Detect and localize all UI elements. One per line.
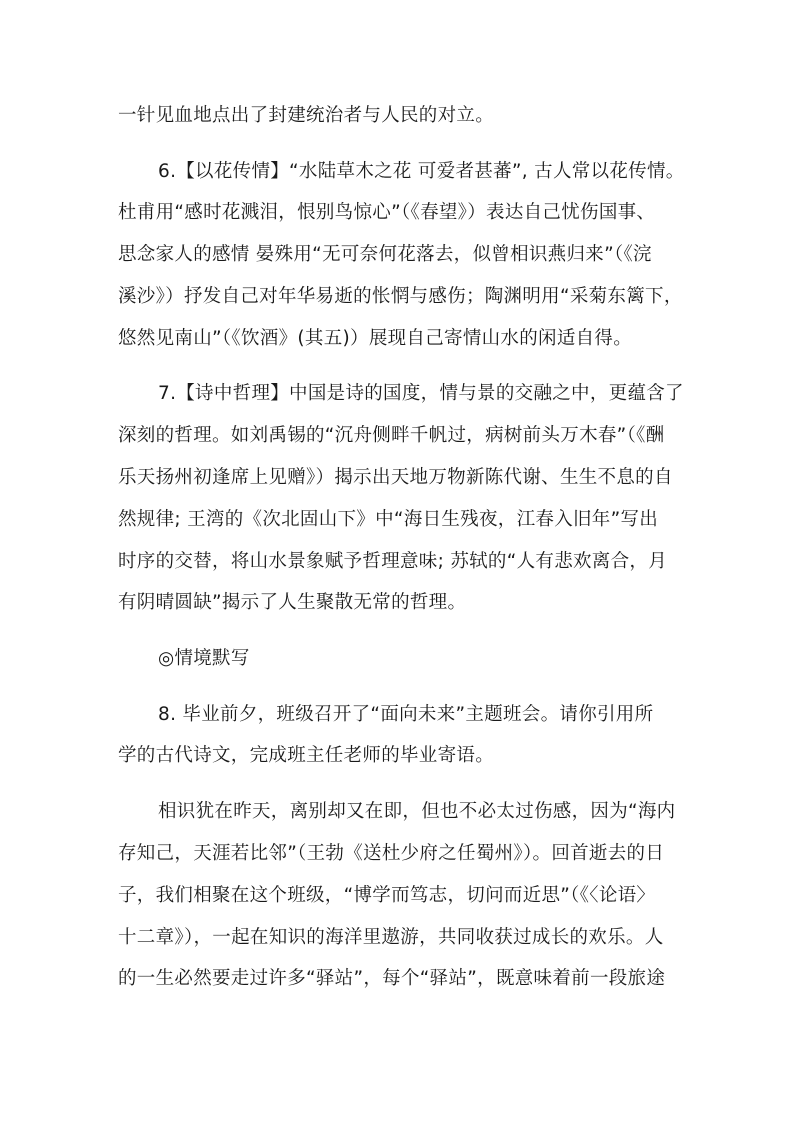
paragraph-6-line: 杜甫用“感时花溅泪，恨别鸟惊心”（《春望》）表达自己忧伤国事、 [118, 202, 656, 223]
paragraph-intro-line: 一针见血地点出了封建统治者与人民的对立。 [118, 105, 495, 126]
paragraph-6-line: 6.【以花传情】“水陆草木之花 可爱者甚蕃”, 古人常以花传情。 [158, 161, 685, 182]
paragraph-6-line: 悠然见南山”（《饮酒》(其五)）展现自己寄情山水的闲适自得。 [118, 328, 633, 349]
paragraph-7-line: 乐天扬州初逢席上见赠》）揭示出天地万物新陈代谢、生生不息的自 [118, 467, 673, 488]
section-heading: ◎情境默写 [158, 648, 250, 669]
paragraph-6-line: 思念家人的感情 晏殊用“无可奈何花落去，似曾相识燕归来”（《浣 [118, 244, 652, 265]
paragraph-9-line: 相识犹在昨天，离别却又在即，但也不必太过伤感，因为“海内 [158, 801, 676, 822]
paragraph-8-line: 学的古代诗文，完成班主任老师的毕业寄语。 [118, 745, 495, 766]
paragraph-7-line: 深刻的哲理。如刘禹锡的“沉舟侧畔千帆过，病树前头万木春”（《酬 [118, 425, 665, 446]
paragraph-7-line: 时序的交替，将山水景象赋予哲理意味; 苏轼的“人有悲欢离合，月 [118, 551, 667, 572]
paragraph-9-line: 子，我们相聚在这个班级，“博学而笃志，切问而近思”（《〈论语〉 [118, 885, 656, 906]
paragraph-9-line: 存知己，天涯若比邻”（王勃《送杜少府之任蜀州》）。回首逝去的日 [118, 843, 665, 864]
paragraph-7-line: 7.【诗中哲理】中国是诗的国度，情与景的交融之中，更蕴含了 [158, 383, 684, 404]
paragraph-7-line: 有阴晴圆缺”揭示了人生聚散无常的哲理。 [118, 592, 467, 613]
paragraph-9-line: 的一生必然要走过许多“驿站”，每个“驿站”，既意味着前一段旅途 [118, 968, 666, 989]
paragraph-8-line: 8. 毕业前夕，班级召开了“面向未来”主题班会。请你引用所 [158, 704, 654, 725]
paragraph-9-line: 十二章》），一起在知识的海洋里遨游，共同收获过成长的欢乐。人 [118, 927, 664, 948]
paragraph-6-line: 溪沙》）抒发自己对年华易逝的怅惘与感伤；陶渊明用“采菊东篱下， [118, 286, 683, 307]
paragraph-7-line: 然规律; 王湾的《次北固山下》中“海日生残夜，江春入旧年”写出 [118, 509, 659, 530]
